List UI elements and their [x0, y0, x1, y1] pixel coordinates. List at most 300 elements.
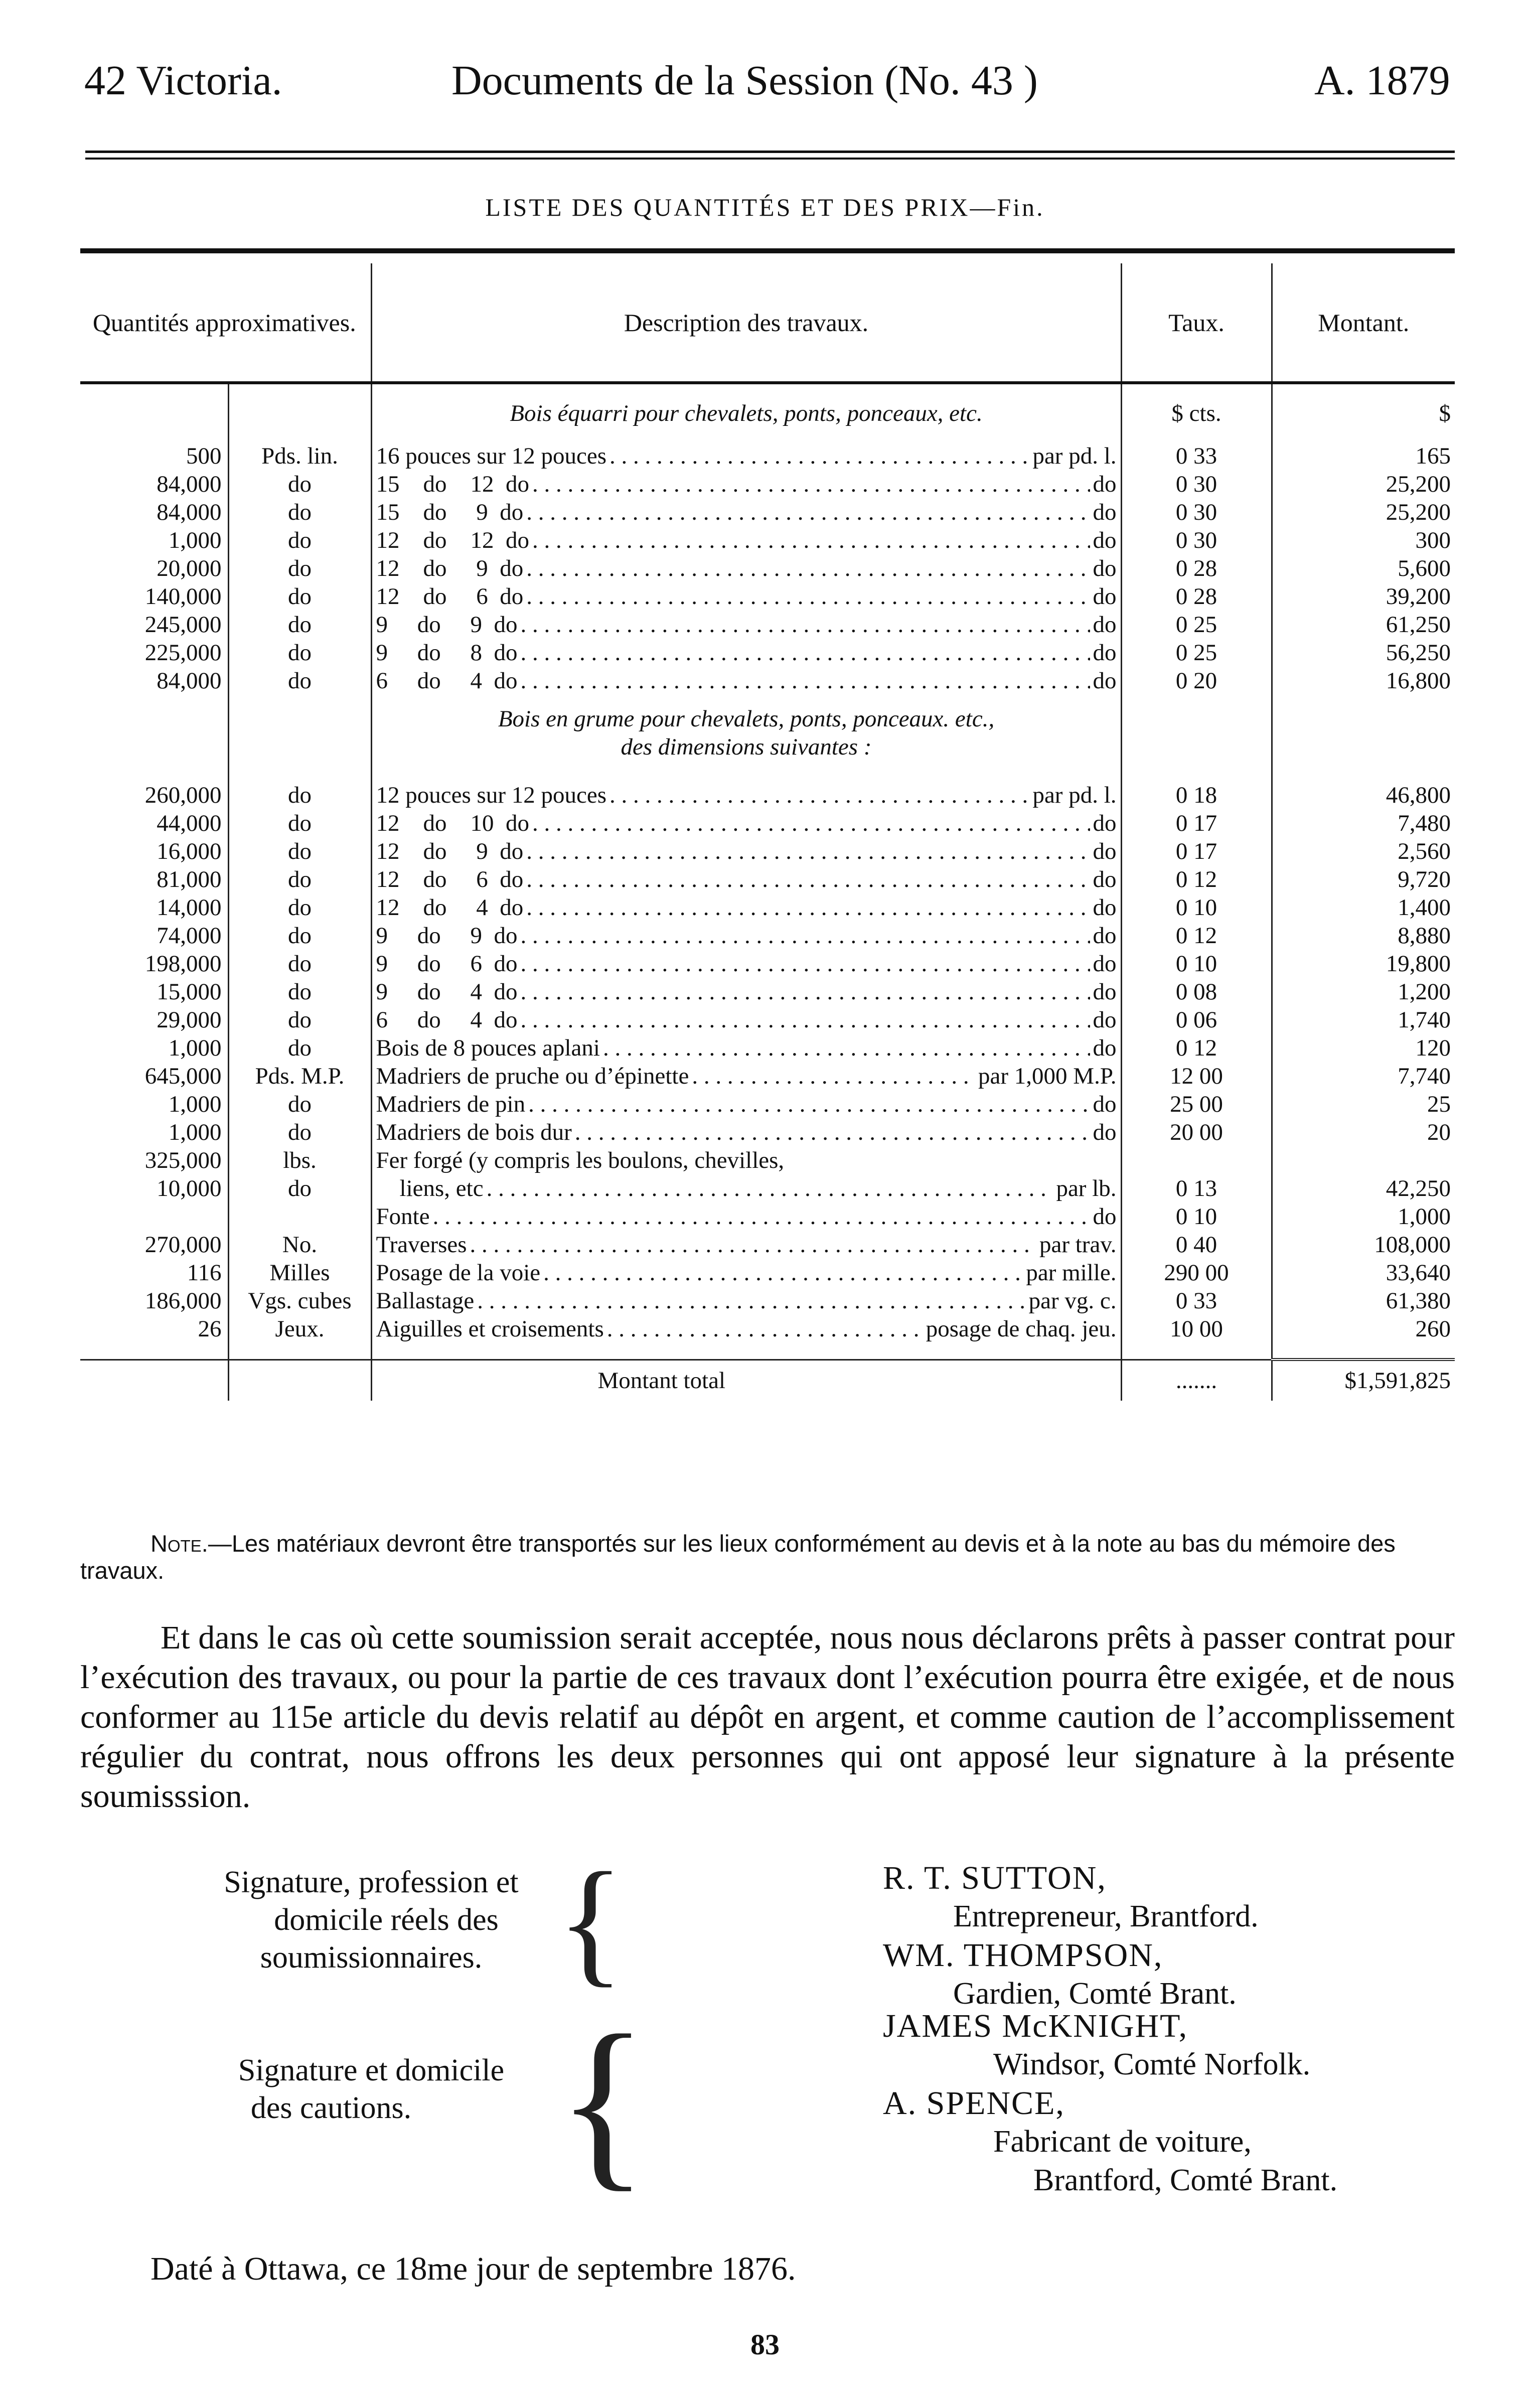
amount-cell: 42,250: [1272, 1174, 1455, 1202]
description-text: 12 do 10 do: [376, 810, 530, 836]
unit-basis: do: [1093, 499, 1117, 525]
table-caption: LISTE DES QUANTITÉS ET DES PRIX—Fin.: [485, 193, 1045, 221]
unit-basis: do: [1093, 951, 1117, 977]
leader-dots: [532, 526, 1090, 554]
surety-place: Brantford, Comté Brant.: [1033, 2163, 1338, 2197]
rate-cell: 0 10: [1121, 1202, 1272, 1231]
table-row: [80, 498, 1455, 526]
qty-cell: 14,000: [157, 894, 222, 921]
table-row: [80, 639, 1455, 667]
sureties-label: [176, 2052, 567, 2127]
section-subtitle: des dimensions suivantes :: [371, 733, 1121, 761]
spacer-cell: [80, 695, 228, 705]
description-cell: [371, 1090, 1121, 1118]
amount-cell: 25: [1272, 1090, 1455, 1118]
table-row: [80, 1062, 1455, 1090]
spacer-cell: [228, 1343, 371, 1360]
spacer-cell: [1272, 695, 1455, 705]
header-amount: Montant.: [1272, 263, 1455, 383]
unit-cell: [228, 1360, 371, 1401]
total-row: [80, 1360, 1455, 1401]
table-row: [80, 1287, 1455, 1315]
leader-dots: [526, 865, 1090, 893]
description-cell: [371, 1315, 1121, 1343]
table-row: [80, 470, 1455, 498]
spacer-row: [80, 761, 1455, 781]
unit-cell: do: [228, 639, 371, 667]
description-text: 15 do 9 do: [376, 499, 524, 525]
rate-cell: 12 00: [1121, 1062, 1272, 1090]
table-row: [80, 582, 1455, 611]
table-row: [80, 893, 1455, 922]
unit-cell: No.: [228, 1231, 371, 1259]
description-text: 6 do 4 do: [376, 1007, 518, 1033]
signatory-place: Entrepreneur, Brantford.: [953, 1899, 1259, 1933]
description-text: Ballastage: [376, 1288, 475, 1314]
spacer-cell: [371, 761, 1121, 781]
rate-cell: 0 12: [1121, 922, 1272, 950]
amount-cell: 19,800: [1272, 950, 1455, 978]
description-inner: [376, 1006, 1117, 1034]
unit-basis: do: [1093, 527, 1117, 553]
leader-dots: [433, 1202, 1090, 1231]
description-inner: [376, 1202, 1117, 1231]
unit-basis: do: [1093, 923, 1117, 949]
description-inner: [376, 498, 1117, 526]
unit-cell: [228, 383, 371, 442]
description-inner: [376, 1118, 1117, 1146]
unit-cell: do: [228, 781, 371, 809]
amount-cell: 7,480: [1272, 809, 1455, 837]
rate-cell: 0 06: [1121, 1006, 1272, 1034]
qty-cell: 84,000: [157, 668, 222, 694]
rate-cell: 0 28: [1121, 554, 1272, 582]
rate-cell: 0 10: [1121, 893, 1272, 922]
description-inner: [376, 781, 1117, 809]
amount-cell: 25,200: [1272, 470, 1455, 498]
table-body: [80, 383, 1455, 1401]
unit-basis: do: [1093, 1203, 1117, 1230]
amount-cell: 20: [1272, 1118, 1455, 1146]
description-text: 15 do 12 do: [376, 471, 530, 497]
rate-cell: [1121, 705, 1272, 733]
description-text: 9 do 8 do: [376, 640, 518, 666]
amount-cell: 1,400: [1272, 893, 1455, 922]
qty-cell: [80, 1360, 228, 1401]
currency-amount: $: [1272, 383, 1455, 442]
rate-cell: 20 00: [1121, 1118, 1272, 1146]
amount-cell: [1272, 705, 1455, 733]
table-row: [80, 667, 1455, 695]
unit-basis: par trav.: [1039, 1232, 1117, 1258]
unit-cell: do: [228, 978, 371, 1006]
header-quantities: Quantités approximatives.: [80, 263, 371, 383]
rate-cell: 0 30: [1121, 526, 1272, 554]
qty-cell: 26: [198, 1316, 222, 1342]
description-text: 12 do 6 do: [376, 583, 524, 610]
table-row: [80, 809, 1455, 837]
leader-dots: [477, 1287, 1025, 1315]
spacer-cell: [371, 1343, 1121, 1360]
rate-cell: 0 28: [1121, 582, 1272, 611]
leader-dots: [609, 442, 1029, 470]
description-inner: [376, 582, 1117, 611]
description-inner: [376, 1034, 1117, 1062]
description-text: liens, etc: [376, 1175, 484, 1201]
unit-cell: [228, 733, 371, 761]
rate-cell: 0 25: [1121, 639, 1272, 667]
qty-cell: 1,000: [168, 1091, 222, 1117]
bidders-label-line: Signature, profession et: [224, 1865, 519, 1899]
unit-basis: do: [1093, 866, 1117, 892]
table-row: [80, 1174, 1455, 1202]
qty-cell: 140,000: [144, 583, 222, 610]
unit-basis: par pd. l.: [1032, 443, 1117, 469]
qty-cell: 116: [187, 1260, 222, 1286]
leader-dots: [532, 809, 1090, 837]
section-title-row: [80, 383, 1455, 442]
note-label: Note.: [150, 1530, 208, 1557]
table-row: [80, 922, 1455, 950]
note: [80, 1530, 1455, 1584]
unit-cell: do: [228, 1006, 371, 1034]
description-text: 12 do 9 do: [376, 555, 524, 581]
description-text: Traverses: [376, 1232, 467, 1258]
unit-cell: [228, 1202, 371, 1231]
unit-basis: do: [1093, 894, 1117, 921]
unit-cell: lbs.: [228, 1146, 371, 1174]
leader-dots: [521, 611, 1090, 639]
unit-basis: par lb.: [1056, 1175, 1117, 1201]
description-cell: [371, 1231, 1121, 1259]
description-text: 16 pouces sur 12 pouces: [376, 443, 606, 469]
unit-cell: do: [228, 667, 371, 695]
qty-cell: 15,000: [157, 979, 222, 1005]
rate-cell: 0 33: [1121, 442, 1272, 470]
section-title-row: [80, 705, 1455, 733]
rate-cell: 0 17: [1121, 809, 1272, 837]
leader-dots: [470, 1231, 1036, 1259]
amount-cell: 1,000: [1272, 1202, 1455, 1231]
rate-cell: 0 20: [1121, 667, 1272, 695]
qty-cell: 260,000: [144, 782, 222, 808]
description-cell: [371, 1062, 1121, 1090]
unit-cell: [228, 705, 371, 733]
table-row: [80, 442, 1455, 470]
price-table: [80, 263, 1455, 1401]
description-cell: [371, 865, 1121, 893]
unit-basis: do: [1093, 1035, 1117, 1061]
description-inner: [376, 554, 1117, 582]
total-label: Montant total: [371, 1360, 1121, 1401]
leader-dots: [532, 470, 1090, 498]
qty-cell: 84,000: [157, 471, 222, 497]
description-inner: [376, 893, 1117, 922]
description-cell: [371, 1006, 1121, 1034]
description-text: Fer forgé (y compris les boulons, chevilles,: [376, 1147, 785, 1173]
note-text: —Les matériaux devront être transportés sur les lieux conformément au devis et à la note au bas du mémoire des travaux.: [80, 1530, 1396, 1584]
caption-rule: [80, 248, 1455, 253]
table-row: [80, 865, 1455, 893]
leader-dots: [526, 582, 1090, 611]
rate-cell: 0 17: [1121, 837, 1272, 865]
rate-cell: 0 10: [1121, 950, 1272, 978]
spacer-cell: [1121, 1343, 1272, 1360]
description-text: Madriers de pruche ou d’épinette: [376, 1063, 689, 1089]
surety-place: Windsor, Comté Norfolk.: [993, 2047, 1311, 2081]
unit-cell: do: [228, 611, 371, 639]
description-inner: [376, 865, 1117, 893]
unit-cell: Milles: [228, 1259, 371, 1287]
leader-dots: [526, 893, 1090, 922]
spacer-cell: [228, 695, 371, 705]
qty-cell: 500: [186, 443, 222, 469]
table-row: [80, 1202, 1455, 1231]
rate-cell: 0 30: [1121, 470, 1272, 498]
description-inner: [376, 611, 1117, 639]
unit-cell: do: [228, 922, 371, 950]
header-rule-top: [85, 150, 1455, 153]
qty-cell: [80, 733, 228, 761]
rate-cell: 0 13: [1121, 1174, 1272, 1202]
rate-cell: 25 00: [1121, 1090, 1272, 1118]
leader-dots: [543, 1259, 1023, 1287]
description-cell: [371, 978, 1121, 1006]
description-cell: [371, 1287, 1121, 1315]
description-cell: [371, 893, 1121, 922]
spacer-cell: [80, 761, 228, 781]
table-row: [80, 1090, 1455, 1118]
description-inner: [376, 470, 1117, 498]
qty-cell: 81,000: [157, 866, 222, 892]
header-rate: Taux.: [1121, 263, 1272, 383]
bidders-label-line: soumissionnaires.: [260, 1940, 483, 1975]
leader-dots: [521, 639, 1090, 667]
qty-cell: 20,000: [157, 555, 222, 581]
description-cell: [371, 1174, 1121, 1202]
unit-cell: Jeux.: [228, 1315, 371, 1343]
unit-cell: do: [228, 865, 371, 893]
description-text: Madriers de pin: [376, 1091, 526, 1117]
qty-cell: [80, 383, 228, 442]
qty-cell: 198,000: [144, 951, 222, 977]
table-row: [80, 1006, 1455, 1034]
table-row: [80, 611, 1455, 639]
unit-basis: do: [1093, 1007, 1117, 1033]
bidders-signatures: [883, 1859, 1259, 2013]
amount-cell: [1272, 1146, 1455, 1174]
bidders-label: [176, 1864, 567, 1977]
table-row: [80, 1146, 1455, 1174]
unit-basis: do: [1093, 838, 1117, 864]
description-cell: [371, 1118, 1121, 1146]
date-line: Daté à Ottawa, ce 18me jour de septembre 1876.: [150, 2250, 796, 2287]
unit-basis: par 1,000 M.P.: [978, 1063, 1117, 1089]
amount-cell: 5,600: [1272, 554, 1455, 582]
surety-name: JAMES McKNIGHT,: [883, 2008, 1188, 2044]
description-inner: [376, 1146, 1117, 1174]
description-cell: [371, 1034, 1121, 1062]
amount-cell: 2,560: [1272, 837, 1455, 865]
spacer-row: [80, 695, 1455, 705]
header-center: Documents de la Session (No. 43 ): [451, 57, 1038, 104]
unit-cell: do: [228, 1174, 371, 1202]
description-text: 12 do 9 do: [376, 838, 524, 864]
description-cell: [371, 1202, 1121, 1231]
unit-cell: do: [228, 809, 371, 837]
header-right: A. 1879: [1314, 57, 1450, 104]
description-cell: [371, 809, 1121, 837]
description-inner: [376, 1090, 1117, 1118]
description-inner: [376, 922, 1117, 950]
table-row: [80, 950, 1455, 978]
unit-basis: do: [1093, 471, 1117, 497]
description-cell: [371, 667, 1121, 695]
description-cell: [371, 611, 1121, 639]
amount-cell: 25,200: [1272, 498, 1455, 526]
table-header-row: [80, 263, 1455, 383]
leader-dots: [521, 922, 1090, 950]
unit-cell: do: [228, 526, 371, 554]
sureties-label-line: Signature et domicile: [238, 2053, 505, 2087]
amount-cell: 39,200: [1272, 582, 1455, 611]
spacer-cell: [1121, 695, 1272, 705]
description-cell: [371, 1146, 1121, 1174]
unit-basis: do: [1093, 583, 1117, 610]
unit-cell: do: [228, 837, 371, 865]
spacer-row: [80, 1343, 1455, 1360]
qty-cell: 74,000: [157, 923, 222, 949]
amount-cell: 33,640: [1272, 1259, 1455, 1287]
amount-cell: [1272, 733, 1455, 761]
description-text: Posage de la voie: [376, 1260, 541, 1286]
table-row: [80, 1231, 1455, 1259]
sureties-signatures: [883, 2007, 1337, 2200]
unit-basis: par mille.: [1026, 1260, 1117, 1286]
table-row: [80, 1118, 1455, 1146]
spacer-cell: [228, 761, 371, 781]
rate-cell: 0 08: [1121, 978, 1272, 1006]
table-row: [80, 1034, 1455, 1062]
description-cell: [371, 442, 1121, 470]
description-inner: [376, 1315, 1117, 1343]
header-rule-bottom: [85, 158, 1455, 160]
spacer-cell: [1272, 761, 1455, 781]
leader-dots: [521, 950, 1090, 978]
amount-cell: 165: [1272, 442, 1455, 470]
unit-basis: do: [1093, 668, 1117, 694]
description-cell: [371, 837, 1121, 865]
description-text: 12 do 4 do: [376, 894, 524, 921]
amount-cell: 61,380: [1272, 1287, 1455, 1315]
unit-cell: do: [228, 950, 371, 978]
unit-basis: do: [1093, 1119, 1117, 1145]
description-cell: [371, 639, 1121, 667]
table-row: [80, 1315, 1455, 1343]
amount-cell: 1,740: [1272, 1006, 1455, 1034]
unit-cell: do: [228, 554, 371, 582]
unit-cell: do: [228, 1090, 371, 1118]
description-text: 12 do 6 do: [376, 866, 524, 892]
qty-cell: 10,000: [157, 1175, 222, 1201]
qty-cell: 245,000: [144, 612, 222, 638]
leader-dots: [521, 667, 1090, 695]
qty-cell: 270,000: [144, 1232, 222, 1258]
rate-cell: 0 33: [1121, 1287, 1272, 1315]
spacer-cell: [371, 695, 1121, 705]
amount-cell: 61,250: [1272, 611, 1455, 639]
description-text: 12 pouces sur 12 pouces: [376, 782, 606, 808]
unit-cell: do: [228, 1034, 371, 1062]
description-text: 9 do 6 do: [376, 951, 518, 977]
description-text: Bois de 8 pouces aplani: [376, 1035, 600, 1061]
undertaking-paragraph: Et dans le cas où cette soumission serait acceptée, nous nous déclarons prêts à passer contrat pour l’exécution des travaux, ou pour la partie de ces travaux dont l’exécution pourra être exigée, et de nous conformer au 115e article du devis relatif au dépôt en argent, et comme caution de l’accomplissement régulier du contrat, nous offrons les deux personnes qui ont apposé leur signature à la présente soumisssion.: [80, 1619, 1455, 1815]
leader-dots: [607, 1315, 923, 1343]
rate-cell: [1121, 733, 1272, 761]
amount-cell: 16,800: [1272, 667, 1455, 695]
unit-cell: do: [228, 470, 371, 498]
total-rate: .......: [1121, 1360, 1272, 1401]
table-row: [80, 554, 1455, 582]
unit-basis: do: [1093, 1091, 1117, 1117]
unit-cell: Pds. lin.: [228, 442, 371, 470]
qty-cell: 645,000: [144, 1063, 222, 1089]
leader-dots: [521, 1006, 1090, 1034]
description-cell: [371, 526, 1121, 554]
rate-cell: 0 12: [1121, 865, 1272, 893]
leader-dots: [575, 1118, 1090, 1146]
surety-name: A. SPENCE,: [883, 2085, 1065, 2122]
amount-cell: 108,000: [1272, 1231, 1455, 1259]
description-text: 9 do 4 do: [376, 979, 518, 1005]
leader-dots: [528, 1090, 1090, 1118]
page-number: 83: [750, 2328, 780, 2361]
description-text: Madriers de bois dur: [376, 1119, 572, 1145]
description-inner: [376, 1231, 1117, 1259]
unit-basis: do: [1093, 640, 1117, 666]
qty-cell: 29,000: [157, 1007, 222, 1033]
unit-cell: Pds. M.P.: [228, 1062, 371, 1090]
signatory-name: R. T. SUTTON,: [883, 1860, 1107, 1896]
description-cell: [371, 922, 1121, 950]
unit-cell: do: [228, 1118, 371, 1146]
table-row: [80, 837, 1455, 865]
unit-basis: par pd. l.: [1032, 782, 1117, 808]
rate-cell: 10 00: [1121, 1315, 1272, 1343]
description-cell: [371, 498, 1121, 526]
description-cell: [371, 470, 1121, 498]
spacer-cell: [1272, 1343, 1455, 1360]
unit-basis: do: [1093, 612, 1117, 638]
description-cell: [371, 1259, 1121, 1287]
rate-cell: 0 18: [1121, 781, 1272, 809]
spacer-cell: [1121, 761, 1272, 781]
qty-cell: 1,000: [168, 1119, 222, 1145]
unit-basis: posage de chaq. jeu.: [926, 1316, 1117, 1342]
currency-rate: $ cts.: [1121, 383, 1272, 442]
leader-dots: [526, 837, 1090, 865]
description-cell: [371, 582, 1121, 611]
table-row: [80, 781, 1455, 809]
spacer-cell: [80, 1343, 228, 1360]
signatory-place: Gardien, Comté Brant.: [953, 1977, 1237, 2011]
qty-cell: [80, 705, 228, 733]
qty-cell: 44,000: [157, 810, 222, 836]
leader-dots: [609, 781, 1029, 809]
qty-cell: 186,000: [144, 1288, 222, 1314]
description-text: Fonte: [376, 1203, 430, 1230]
description-cell: [371, 554, 1121, 582]
